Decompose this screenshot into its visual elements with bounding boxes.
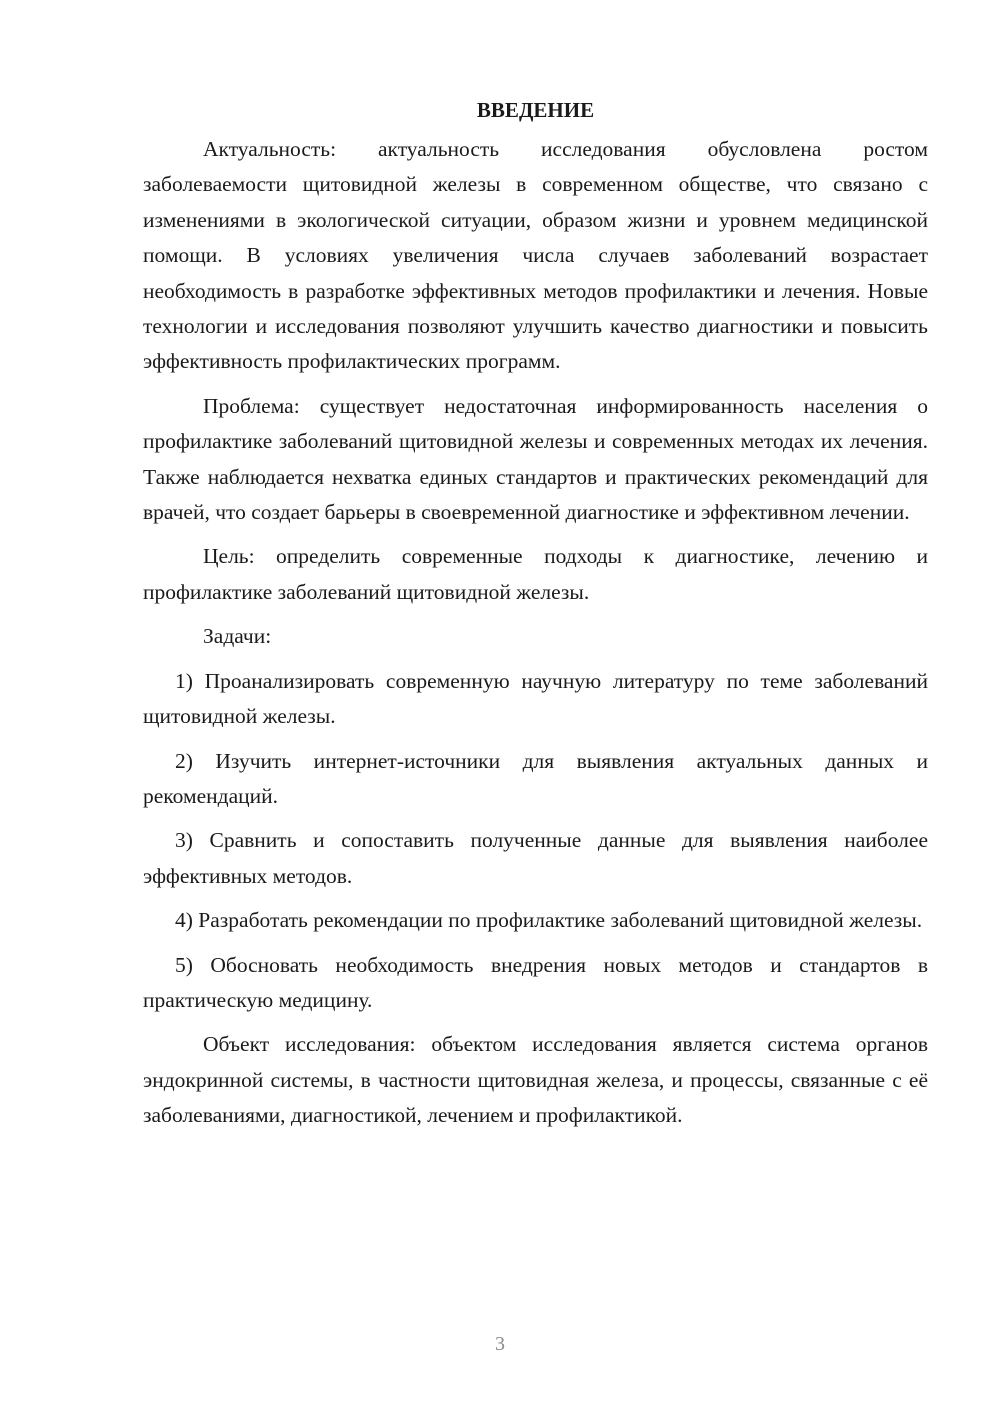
task-item-1: 1) Проанализировать современную научную литературу по теме заболеваний щитовидной железы.: [143, 668, 928, 729]
task-item-4: 4) Разработать рекомендации по профилактике заболеваний щитовидной железы.: [175, 908, 923, 933]
relevance-paragraph: Актуальность: актуальность исследования обусловлена ростом заболеваемости щитовидной железы в современном обществе, что связано с изменениями в экологической ситуации, образом жизни и уровнем медицинской помощи. В условиях увеличения числа случаев заболеваний возрастает необходимость в разработке эффективных методов профилактики и лечения. Новые технологии и исследования позволяют улучшить качество диагностики и повысить эффективность профилактических программ.: [143, 137, 928, 374]
object-paragraph: Объект исследования: объектом исследования является система органов эндокринной системы, в частности щитовидная железа, и процессы, связанные с её заболеваниями, диагностикой, лечением и профилактикой.: [143, 1032, 928, 1128]
tasks-label: Задачи:: [203, 624, 272, 649]
section-heading: ВВЕДЕНИЕ: [476, 98, 595, 122]
page-number: 3: [495, 1333, 505, 1355]
document-page: [143, 92, 928, 1143]
task-item-2: 2) Изучить интернет-источники для выявления актуальных данных и рекомендаций.: [143, 748, 928, 808]
goal-paragraph: Цель: определить современные подходы к диагностике, лечению и профилактике заболеваний щитовидной железы.: [143, 544, 928, 604]
task-item-3: 3) Сравнить и сопоставить полученные данные для выявления наиболее эффективных методов.: [143, 828, 928, 888]
task-item-5: 5) Обосновать необходимость внедрения новых методов и стандартов в практическую медицину.: [143, 952, 928, 1012]
problem-paragraph: Проблема: существует недостаточная информированность населения о профилактике заболеваний щитовидной железы и современных методах их лечения. Также наблюдается нехватка единых стандартов и практических рекомендаций для врачей, что создает барьеры в своевременной диагностике и эффективном лечении.: [143, 393, 928, 525]
